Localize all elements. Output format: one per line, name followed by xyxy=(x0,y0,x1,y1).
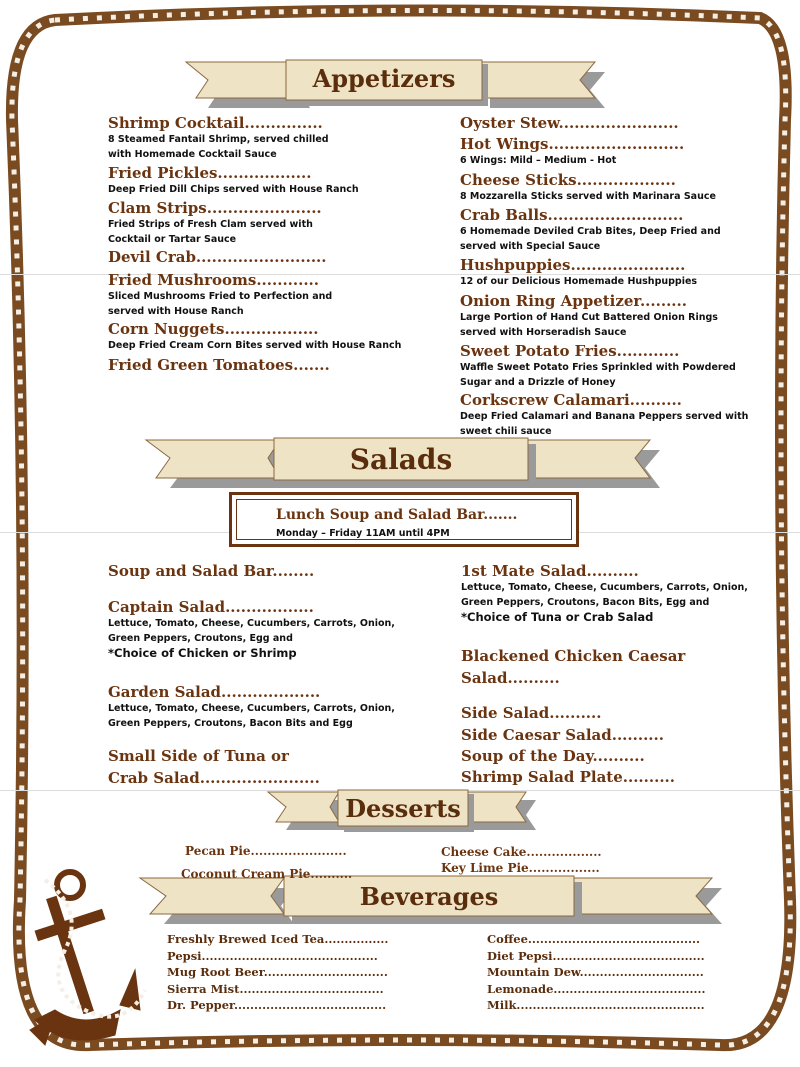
menu-item: Cheese Sticks................... 8 Mozzarella Sticks served with Marinara Sauce xyxy=(460,171,716,202)
menu-item: Fried Green Tomatoes....... xyxy=(108,356,330,374)
menu-item: Devil Crab......................... xyxy=(108,248,327,266)
menu-item: Corkscrew Calamari.......... Deep Fried Calamari and Banana Peppers served with sweet chili sauce xyxy=(460,391,749,437)
menu-item: Fried Mushrooms............ Sliced Mushrooms Fried to Perfection and served with House Ranch xyxy=(108,271,333,317)
lunch-title: Lunch Soup and Salad Bar....... xyxy=(276,507,518,523)
menu-item: Shrimp Cocktail............... 8 Steamed Fantail Shrimp, served chilled with Homemade Cocktail Sauce xyxy=(108,114,329,160)
menu-item: Oyster Stew....................... xyxy=(460,114,679,132)
dessert-item: Key Lime Pie................. xyxy=(441,861,600,875)
menu-item: Onion Ring Appetizer......... Large Portion of Hand Cut Battered Onion Rings served with Horseradish Sauce xyxy=(460,292,718,338)
menu-item: Sweet Potato Fries............ Waffle Sweet Potato Fries Sprinkled with Powdered Sugar and a Drizzle of Honey xyxy=(460,342,736,388)
menu-item: Fried Pickles.................. Deep Fried Dill Chips served with House Ranch xyxy=(108,164,359,195)
dessert-item: Pecan Pie....................... xyxy=(185,844,347,858)
beverage-item: Diet Pepsi...................................... xyxy=(487,949,705,963)
item-description: 8 Steamed Fantail Shrimp, served chilled with Homemade Cocktail Sauce xyxy=(108,134,329,160)
beverage-item: Dr. Pepper...................................... xyxy=(167,998,387,1012)
choice-note: *Choice of Chicken or Shrimp xyxy=(108,646,297,660)
lunch-hours: Monday – Friday 11AM until 4PM xyxy=(276,528,450,539)
beverage-item: Lemonade...................................... xyxy=(487,982,706,996)
menu-item: Soup and Salad Bar........ xyxy=(108,562,315,580)
menu-item: 1st Mate Salad.......... Lettuce, Tomato, Cheese, Cucumbers, Carrots, Onion, Green Peppers, Croutons, Bacon Bits, Egg and *Choice of Tuna or Crab Salad xyxy=(461,562,748,624)
salads-heading: Salads xyxy=(349,443,453,476)
dessert-item: Coconut Cream Pie.......... xyxy=(181,867,353,881)
beverages-heading: Beverages xyxy=(359,882,499,911)
desserts-heading: Desserts xyxy=(345,794,461,823)
menu-item: Blackened Chicken Caesar Salad.......... xyxy=(461,647,686,687)
menu-item: Side Salad.......... xyxy=(461,704,602,722)
menu-item: Soup of the Day.......... xyxy=(461,747,645,765)
menu-item: Clam Strips...................... Fried Strips of Fresh Clam served with Cocktail or Tartar Sauce xyxy=(108,199,322,245)
beverage-item: Coffee........................................... xyxy=(487,932,701,946)
beverage-item: Sierra Mist.................................... xyxy=(167,982,384,996)
dessert-item: Cheese Cake.................. xyxy=(441,845,602,859)
menu-item: Side Caesar Salad.......... xyxy=(461,726,664,744)
menu-item: Hushpuppies...................... 12 of our Delicious Homemade Hushpuppies xyxy=(460,256,698,287)
menu-item: Corn Nuggets.................. Deep Fried Cream Corn Bites served with House Ranch xyxy=(108,320,402,351)
menu-item: Hot Wings.......................... 6 Wings: Mild – Medium - Hot xyxy=(460,135,685,166)
beverage-item: Freshly Brewed Iced Tea................ xyxy=(167,932,389,946)
menu-item: Crab Balls.......................... 6 Homemade Deviled Crab Bites, Deep Fried and served with Special Sauce xyxy=(460,206,721,252)
beverage-item: Pepsi............................................ xyxy=(167,949,378,963)
beverage-item: Mug Root Beer............................... xyxy=(167,965,388,979)
beverage-item: Mountain Dew............................... xyxy=(487,965,704,979)
appetizers-heading: Appetizers xyxy=(312,64,456,93)
menu-item: Shrimp Salad Plate.......... xyxy=(461,768,675,786)
beverage-item: Milk............................................... xyxy=(487,998,705,1012)
menu-item: Garden Salad................... Lettuce, Tomato, Cheese, Cucumbers, Carrots, Onion, Green Peppers, Croutons, Bacon Bits and Egg xyxy=(108,683,395,729)
menu-item: Captain Salad................. Lettuce, Tomato, Cheese, Cucumbers, Carrots, Onion, Green Peppers, Croutons, Egg and *Choice of Chicken or Shrimp xyxy=(108,598,395,660)
choice-note: *Choice of Tuna or Crab Salad xyxy=(461,610,654,624)
menu-item: Small Side of Tuna or Crab Salad....................... xyxy=(108,747,320,787)
